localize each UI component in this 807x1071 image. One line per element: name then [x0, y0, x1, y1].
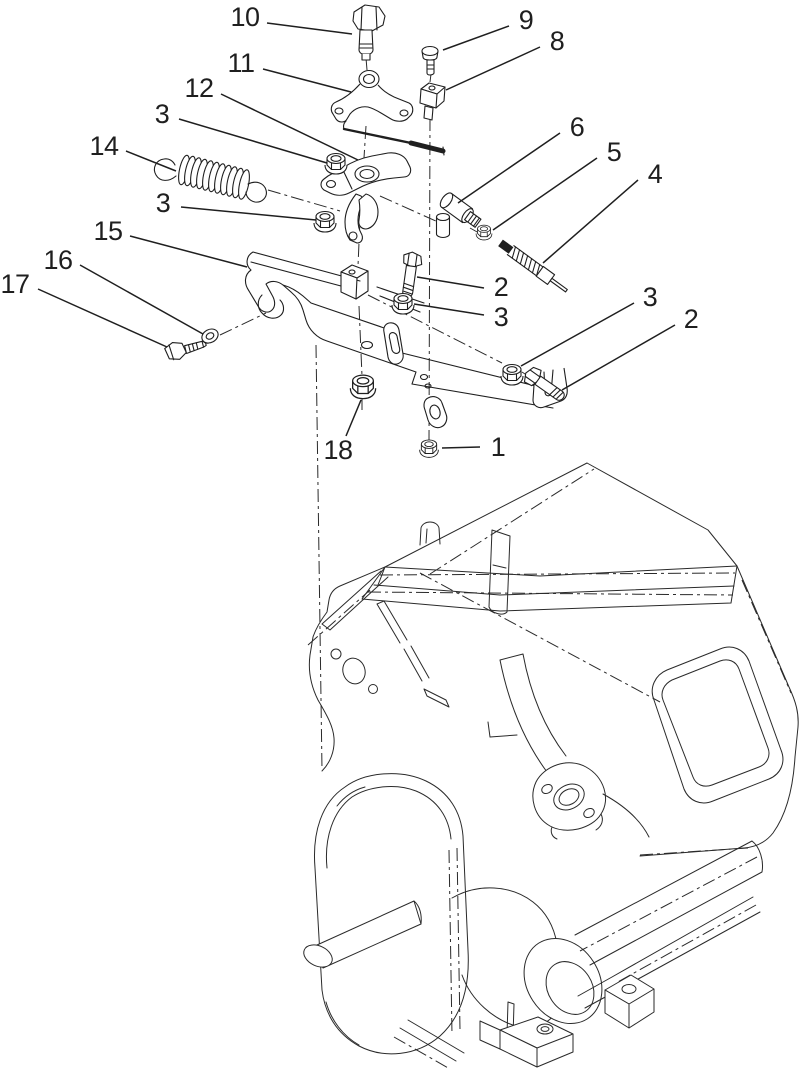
callout-number: 8: [549, 26, 565, 56]
mounting-foot-block: [605, 975, 654, 1028]
callout-number: 2: [493, 272, 509, 302]
callout-leader-line: [179, 119, 327, 163]
part-3-flange-nut: [501, 365, 523, 386]
callout-leader-line: [130, 236, 247, 267]
callout-number: 16: [43, 245, 73, 275]
callout-leader-line: [543, 180, 638, 263]
part-18-flange-nut: [350, 375, 375, 399]
callout-number: 5: [606, 137, 622, 167]
callout-leader-line: [442, 447, 480, 448]
part-5-jam-nut: [476, 225, 492, 240]
callout-leader-line: [263, 69, 351, 92]
callout-leader-line: [181, 207, 316, 220]
callout-number: 17: [0, 269, 30, 299]
callout-number: 3: [493, 302, 509, 332]
part-6-cable-end-fitting: [437, 191, 484, 238]
part-17-hex-screw: [164, 335, 208, 362]
callout-leader-line: [521, 303, 634, 366]
part-9-screw: [422, 47, 438, 76]
callout-leader-line: [267, 23, 352, 34]
callout-number: 11: [227, 48, 255, 78]
part-throttle-rod: [344, 121, 444, 155]
callout-number: 3: [155, 188, 171, 218]
callout-leader-line: [346, 400, 361, 436]
callout-number: 4: [647, 159, 663, 189]
callout-leader-line: [417, 277, 484, 288]
part-1-flange-nut: [420, 440, 439, 457]
callout-leader-line: [446, 47, 540, 90]
callout-number: 1: [490, 432, 506, 462]
part-3-flange-nut: [325, 154, 347, 175]
callout-leader-line: [126, 151, 176, 171]
callout-leader-line: [38, 289, 167, 347]
callout-leader-line: [458, 133, 560, 203]
part-10-hex-bolt: [353, 5, 385, 60]
callout-number: 6: [569, 112, 585, 142]
callout-number: 15: [93, 216, 123, 246]
part-4-throttle-cable: [497, 238, 570, 295]
callout-number: 14: [89, 131, 119, 161]
part-8-cable-clamp: [420, 83, 445, 120]
callout-number: 10: [230, 2, 260, 32]
callout-leader-line: [562, 325, 675, 390]
callout-number: 2: [683, 304, 699, 334]
callout-leader-line: [443, 26, 509, 50]
mounting-foot-block: [480, 1017, 573, 1067]
part-11-control-bracket: [331, 71, 412, 123]
callout-leader-line: [80, 265, 203, 334]
callout-leader-line: [414, 304, 484, 315]
part-2-hex-bolt: [398, 251, 423, 298]
part-3-flange-nut: [392, 294, 414, 315]
callout-number: 18: [323, 435, 353, 465]
callout-number: 9: [518, 5, 534, 35]
part-14-extension-spring: [154, 154, 266, 202]
part-3-flange-nut: [314, 212, 336, 233]
callout-number: 3: [642, 282, 658, 312]
engine-assembly-drawing: [300, 463, 798, 1069]
callout-number: 12: [184, 73, 214, 103]
callout-number: 3: [154, 99, 170, 129]
hardware-parts: [154, 5, 570, 457]
